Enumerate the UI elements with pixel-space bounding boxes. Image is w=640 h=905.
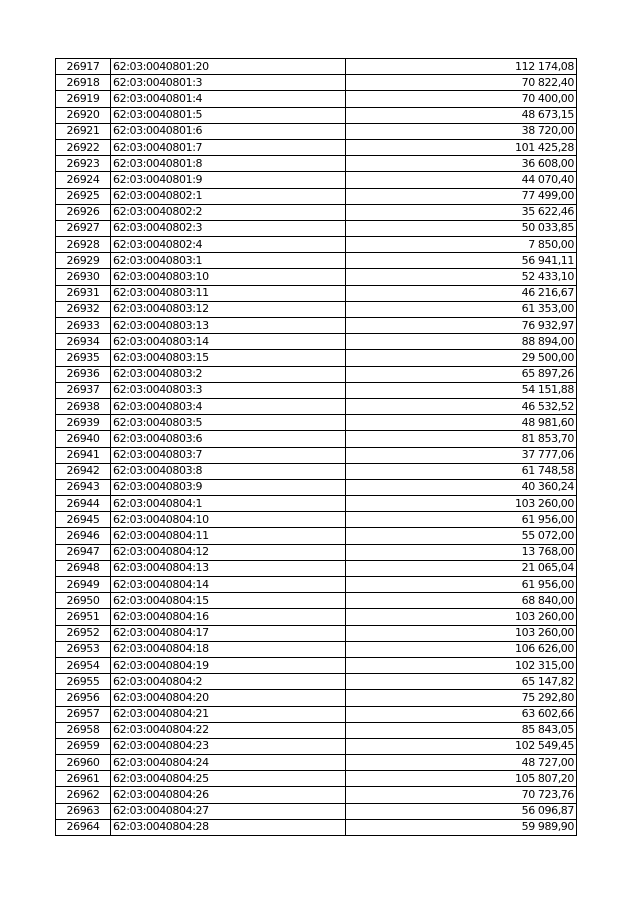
cadastral-value: 81 853,70: [346, 431, 577, 447]
row-number: 26917: [56, 59, 111, 75]
row-number: 26925: [56, 188, 111, 204]
table-row: [56, 674, 577, 690]
cadastral-number: 62:03:0040804:18: [111, 641, 346, 657]
cadastral-value: 59 989,90: [346, 819, 577, 835]
table-row: [56, 350, 577, 366]
row-number: 26938: [56, 398, 111, 414]
table-row: [56, 237, 577, 253]
cadastral-value: 61 748,58: [346, 463, 577, 479]
row-number: 26933: [56, 318, 111, 334]
row-number: 26956: [56, 690, 111, 706]
row-number: 26939: [56, 415, 111, 431]
cadastral-number: 62:03:0040801:9: [111, 172, 346, 188]
row-number: 26962: [56, 787, 111, 803]
cadastral-value: 85 843,05: [346, 722, 577, 738]
table-row: [56, 544, 577, 560]
table-row: [56, 156, 577, 172]
row-number: 26935: [56, 350, 111, 366]
cadastral-number: 62:03:0040803:8: [111, 463, 346, 479]
cadastral-value: 68 840,00: [346, 593, 577, 609]
cadastral-value: 105 807,20: [346, 771, 577, 787]
cadastral-number: 62:03:0040803:14: [111, 334, 346, 350]
row-number: 26922: [56, 139, 111, 155]
cadastral-value: 50 033,85: [346, 220, 577, 236]
cadastral-number: 62:03:0040803:11: [111, 285, 346, 301]
cadastral-value: 36 608,00: [346, 156, 577, 172]
cadastral-number: 62:03:0040804:16: [111, 609, 346, 625]
table-row: [56, 641, 577, 657]
cadastral-number: 62:03:0040803:2: [111, 366, 346, 382]
row-number: 26918: [56, 75, 111, 91]
row-number: 26931: [56, 285, 111, 301]
cadastral-number: 62:03:0040803:3: [111, 382, 346, 398]
row-number: 26960: [56, 755, 111, 771]
cadastral-value: 37 777,06: [346, 447, 577, 463]
row-number: 26952: [56, 625, 111, 641]
table-row: [56, 204, 577, 220]
cadastral-value: 61 956,00: [346, 577, 577, 593]
cadastral-value: 76 932,97: [346, 318, 577, 334]
cadastral-value: 55 072,00: [346, 528, 577, 544]
cadastral-value: 48 673,15: [346, 107, 577, 123]
cadastral-value: 52 433,10: [346, 269, 577, 285]
cadastral-value: 77 499,00: [346, 188, 577, 204]
cadastral-number: 62:03:0040804:26: [111, 787, 346, 803]
cadastral-number: 62:03:0040802:3: [111, 220, 346, 236]
row-number: 26957: [56, 706, 111, 722]
table-row: [56, 690, 577, 706]
table-row: [56, 593, 577, 609]
cadastral-number: 62:03:0040804:25: [111, 771, 346, 787]
table-row: [56, 787, 577, 803]
cadastral-number: 62:03:0040804:20: [111, 690, 346, 706]
cadastral-number: 62:03:0040804:2: [111, 674, 346, 690]
cadastral-value: 44 070,40: [346, 172, 577, 188]
table-row: [56, 431, 577, 447]
table-row: [56, 253, 577, 269]
cadastral-number: 62:03:0040801:4: [111, 91, 346, 107]
cadastral-number: 62:03:0040804:11: [111, 528, 346, 544]
cadastral-value: 56 941,11: [346, 253, 577, 269]
cadastral-value: 46 216,67: [346, 285, 577, 301]
table-row: [56, 771, 577, 787]
table-row: [56, 91, 577, 107]
table-row: [56, 107, 577, 123]
table-row: [56, 738, 577, 754]
cadastral-value: 65 147,82: [346, 674, 577, 690]
cadastral-number: 62:03:0040802:4: [111, 237, 346, 253]
cadastral-value: 56 096,87: [346, 803, 577, 819]
cadastral-number: 62:03:0040801:6: [111, 123, 346, 139]
row-number: 26953: [56, 641, 111, 657]
cadastral-number: 62:03:0040804:12: [111, 544, 346, 560]
row-number: 26951: [56, 609, 111, 625]
table-row: [56, 625, 577, 641]
row-number: 26930: [56, 269, 111, 285]
cadastral-number: 62:03:0040803:15: [111, 350, 346, 366]
cadastral-value: 46 532,52: [346, 398, 577, 414]
cadastral-number: 62:03:0040804:24: [111, 755, 346, 771]
table-row: [56, 463, 577, 479]
table-row: [56, 512, 577, 528]
cadastral-number: 62:03:0040801:5: [111, 107, 346, 123]
row-number: 26943: [56, 479, 111, 495]
row-number: 26929: [56, 253, 111, 269]
cadastral-number: 62:03:0040803:1: [111, 253, 346, 269]
cadastral-value: 61 353,00: [346, 301, 577, 317]
row-number: 26937: [56, 382, 111, 398]
cadastral-number: 62:03:0040803:6: [111, 431, 346, 447]
cadastral-number: 62:03:0040803:5: [111, 415, 346, 431]
table-row: [56, 172, 577, 188]
row-number: 26940: [56, 431, 111, 447]
table-row: [56, 75, 577, 91]
row-number: 26936: [56, 366, 111, 382]
table-row: [56, 755, 577, 771]
row-number: 26950: [56, 593, 111, 609]
cadastral-value: 48 727,00: [346, 755, 577, 771]
row-number: 26942: [56, 463, 111, 479]
cadastral-value: 38 720,00: [346, 123, 577, 139]
table-row: [56, 722, 577, 738]
row-number: 26941: [56, 447, 111, 463]
row-number: 26926: [56, 204, 111, 220]
table-row: [56, 123, 577, 139]
row-number: 26924: [56, 172, 111, 188]
cadastral-number: 62:03:0040801:7: [111, 139, 346, 155]
cadastral-number: 62:03:0040803:10: [111, 269, 346, 285]
cadastral-number: 62:03:0040804:27: [111, 803, 346, 819]
table-row: [56, 334, 577, 350]
cadastral-number: 62:03:0040804:28: [111, 819, 346, 835]
table-row: [56, 496, 577, 512]
row-number: 26947: [56, 544, 111, 560]
cadastral-number: 62:03:0040804:13: [111, 560, 346, 576]
table-row: [56, 577, 577, 593]
cadastral-value: 103 260,00: [346, 496, 577, 512]
cadastral-value: 13 768,00: [346, 544, 577, 560]
cadastral-value: 21 065,04: [346, 560, 577, 576]
cadastral-value: 103 260,00: [346, 625, 577, 641]
row-number: 26932: [56, 301, 111, 317]
cadastral-number: 62:03:0040802:1: [111, 188, 346, 204]
cadastral-number: 62:03:0040801:8: [111, 156, 346, 172]
cadastral-number: 62:03:0040804:19: [111, 657, 346, 673]
row-number: 26958: [56, 722, 111, 738]
table-row: [56, 188, 577, 204]
cadastral-value: 54 151,88: [346, 382, 577, 398]
row-number: 26928: [56, 237, 111, 253]
table-row: [56, 803, 577, 819]
table-row: [56, 366, 577, 382]
row-number: 26921: [56, 123, 111, 139]
table-row: [56, 657, 577, 673]
cadastral-number: 62:03:0040803:4: [111, 398, 346, 414]
row-number: 26927: [56, 220, 111, 236]
cadastral-number: 62:03:0040801:20: [111, 59, 346, 75]
table-row: [56, 382, 577, 398]
cadastral-value: 112 174,08: [346, 59, 577, 75]
row-number: 26920: [56, 107, 111, 123]
table-body: [56, 59, 577, 836]
cadastral-value-table: [55, 58, 577, 836]
table-row: [56, 59, 577, 75]
table-row: [56, 528, 577, 544]
table-row: [56, 447, 577, 463]
cadastral-number: 62:03:0040804:21: [111, 706, 346, 722]
cadastral-number: 62:03:0040803:9: [111, 479, 346, 495]
cadastral-value: 70 822,40: [346, 75, 577, 91]
cadastral-number: 62:03:0040804:17: [111, 625, 346, 641]
cadastral-value: 88 894,00: [346, 334, 577, 350]
table-row: [56, 318, 577, 334]
row-number: 26963: [56, 803, 111, 819]
row-number: 26954: [56, 657, 111, 673]
cadastral-value: 7 850,00: [346, 237, 577, 253]
cadastral-value: 48 981,60: [346, 415, 577, 431]
table-row: [56, 269, 577, 285]
cadastral-number: 62:03:0040803:7: [111, 447, 346, 463]
table-row: [56, 301, 577, 317]
cadastral-number: 62:03:0040804:10: [111, 512, 346, 528]
cadastral-number: 62:03:0040803:13: [111, 318, 346, 334]
row-number: 26959: [56, 738, 111, 754]
cadastral-value: 106 626,00: [346, 641, 577, 657]
table-row: [56, 479, 577, 495]
cadastral-number: 62:03:0040804:15: [111, 593, 346, 609]
table-row: [56, 560, 577, 576]
cadastral-value: 70 723,76: [346, 787, 577, 803]
cadastral-value: 102 549,45: [346, 738, 577, 754]
cadastral-number: 62:03:0040804:23: [111, 738, 346, 754]
table-row: [56, 706, 577, 722]
row-number: 26923: [56, 156, 111, 172]
cadastral-value: 75 292,80: [346, 690, 577, 706]
cadastral-number: 62:03:0040802:2: [111, 204, 346, 220]
row-number: 26955: [56, 674, 111, 690]
cadastral-value: 61 956,00: [346, 512, 577, 528]
cadastral-value: 40 360,24: [346, 479, 577, 495]
row-number: 26919: [56, 91, 111, 107]
cadastral-value: 102 315,00: [346, 657, 577, 673]
table-row: [56, 220, 577, 236]
cadastral-value: 35 622,46: [346, 204, 577, 220]
cadastral-value: 101 425,28: [346, 139, 577, 155]
row-number: 26944: [56, 496, 111, 512]
cadastral-value: 70 400,00: [346, 91, 577, 107]
table-row: [56, 609, 577, 625]
row-number: 26964: [56, 819, 111, 835]
cadastral-value: 29 500,00: [346, 350, 577, 366]
table-row: [56, 285, 577, 301]
cadastral-number: 62:03:0040804:1: [111, 496, 346, 512]
cadastral-value: 63 602,66: [346, 706, 577, 722]
cadastral-value: 103 260,00: [346, 609, 577, 625]
row-number: 26945: [56, 512, 111, 528]
row-number: 26946: [56, 528, 111, 544]
row-number: 26948: [56, 560, 111, 576]
row-number: 26961: [56, 771, 111, 787]
cadastral-number: 62:03:0040801:3: [111, 75, 346, 91]
row-number: 26934: [56, 334, 111, 350]
table-row: [56, 819, 577, 835]
cadastral-number: 62:03:0040804:22: [111, 722, 346, 738]
table-row: [56, 139, 577, 155]
table-row: [56, 398, 577, 414]
table-row: [56, 415, 577, 431]
cadastral-number: 62:03:0040804:14: [111, 577, 346, 593]
cadastral-value: 65 897,26: [346, 366, 577, 382]
cadastral-number: 62:03:0040803:12: [111, 301, 346, 317]
row-number: 26949: [56, 577, 111, 593]
